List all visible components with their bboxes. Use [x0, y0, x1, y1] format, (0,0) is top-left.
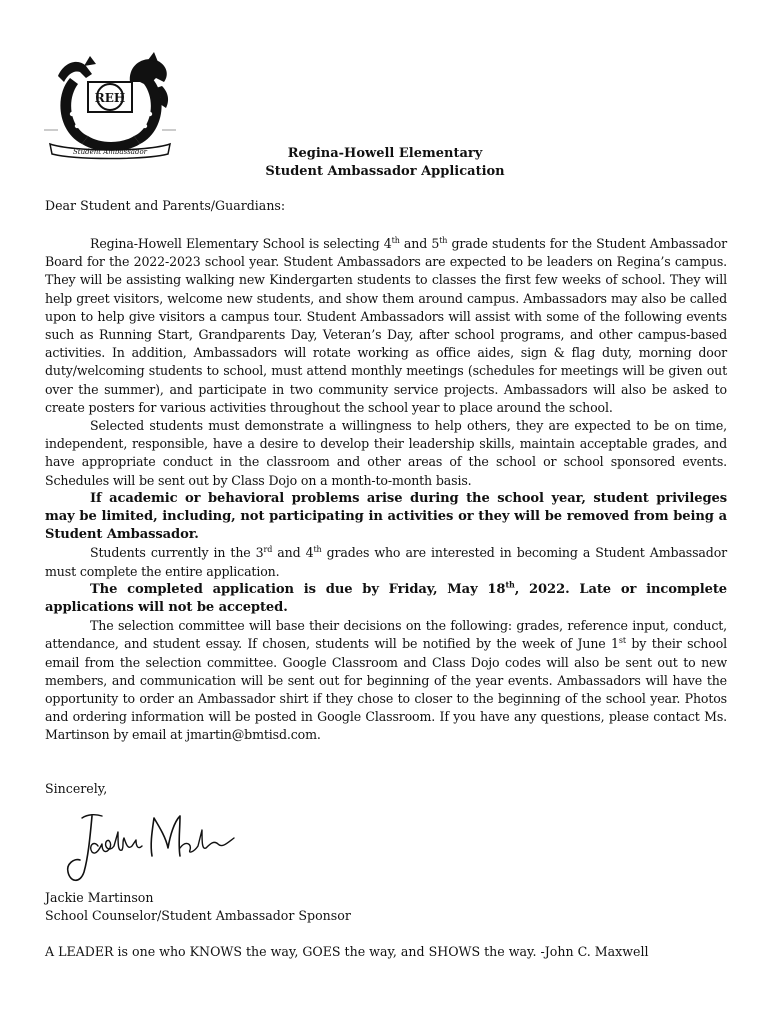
logo-initials: REH — [94, 91, 126, 105]
signer-name: Jackie Martinson — [45, 890, 154, 905]
paragraph-warning: If academic or behavioral problems arise during the school year, student privileges may be limited, including, not participating in activities or they will be removed from being a Student Ambassador. — [45, 490, 727, 543]
signature-image — [62, 808, 242, 886]
school-logo — [44, 52, 176, 160]
leadership-quote: A LEADER is one who KNOWS the way, GOES the way, and SHOWS the way. -John C. Maxwell — [45, 944, 649, 959]
letter-body — [45, 235, 727, 745]
paragraph-selection: The selection committee will base their decisions on the following: grades, reference input, conduct, attendance, and student essay. If chosen, students will be notified by the week of June 1st by their school email from the selection committee. Google Classroom and Class Dojo codes will also be sent out to new members, and communication will be sent out for beginning of the year events. Ambassadors will have the opportunity to order an Ambassador shirt if they chose to closer to the beginning of the school year. Photos and ordering information will be posted in Google Classroom. If you have any questions, please contact Ms. Martinson by email at jmartin@bmtisd.com. — [45, 618, 727, 743]
paragraph-requirements: Selected students must demonstrate a willingness to help others, they are expected to be on time, independent, responsible, have a desire to develop their leadership skills, maintain acceptable grades, and have appropriate conduct in the classroom and other areas of the school or school sponsored events. Schedules will be sent out by Class Dojo on a month-to-month basis. — [45, 418, 727, 488]
signer-title: School Counselor/Student Ambassador Sponsor — [45, 908, 351, 923]
salutation: Dear Student and Parents/Guardians: — [45, 198, 286, 213]
paragraph-eligibility: Students currently in the 3rd and 4th grades who are interested in becoming a Student Ambassador must complete the entire application. — [45, 545, 727, 579]
paragraph-deadline: The completed application is due by Friday, May 18th, 2022. Late or incomplete applications will not be accepted. — [45, 579, 727, 616]
application-title: Student Ambassador Application — [265, 164, 505, 179]
school-name-heading: Regina-Howell Elementary — [287, 146, 483, 161]
closing: Sincerely, — [45, 781, 108, 796]
paragraph-intro: Regina-Howell Elementary School is selecting 4th and 5th grade students for the Student Ambassador Board for the 2022-2023 school year. Student Ambassadors are expected to be leaders on Regina’s campus. They will be assisting walking new Kindergarten students to classes the first few weeks of school. They will help greet visitors, welcome new students, and show them around campus. Ambassadors may also be called upon to help give visitors a campus tour. Student Ambassadors will assist with some of the following events such as Running Start, Grandparents Day, Veteran’s Day, after school programs, and other campus-based activities. In addition, Ambassadors will rotate working as office aides, sign & flag duty, morning door duty/welcoming students to school, must attend monthly meetings (schedules for meetings will be given out over the summer), and participate in two community service projects. Ambassadors will also be asked to create posters for various activities throughout the school year to place around the school. — [45, 235, 727, 415]
logo-banner-text: Student Ambassador — [72, 148, 148, 156]
